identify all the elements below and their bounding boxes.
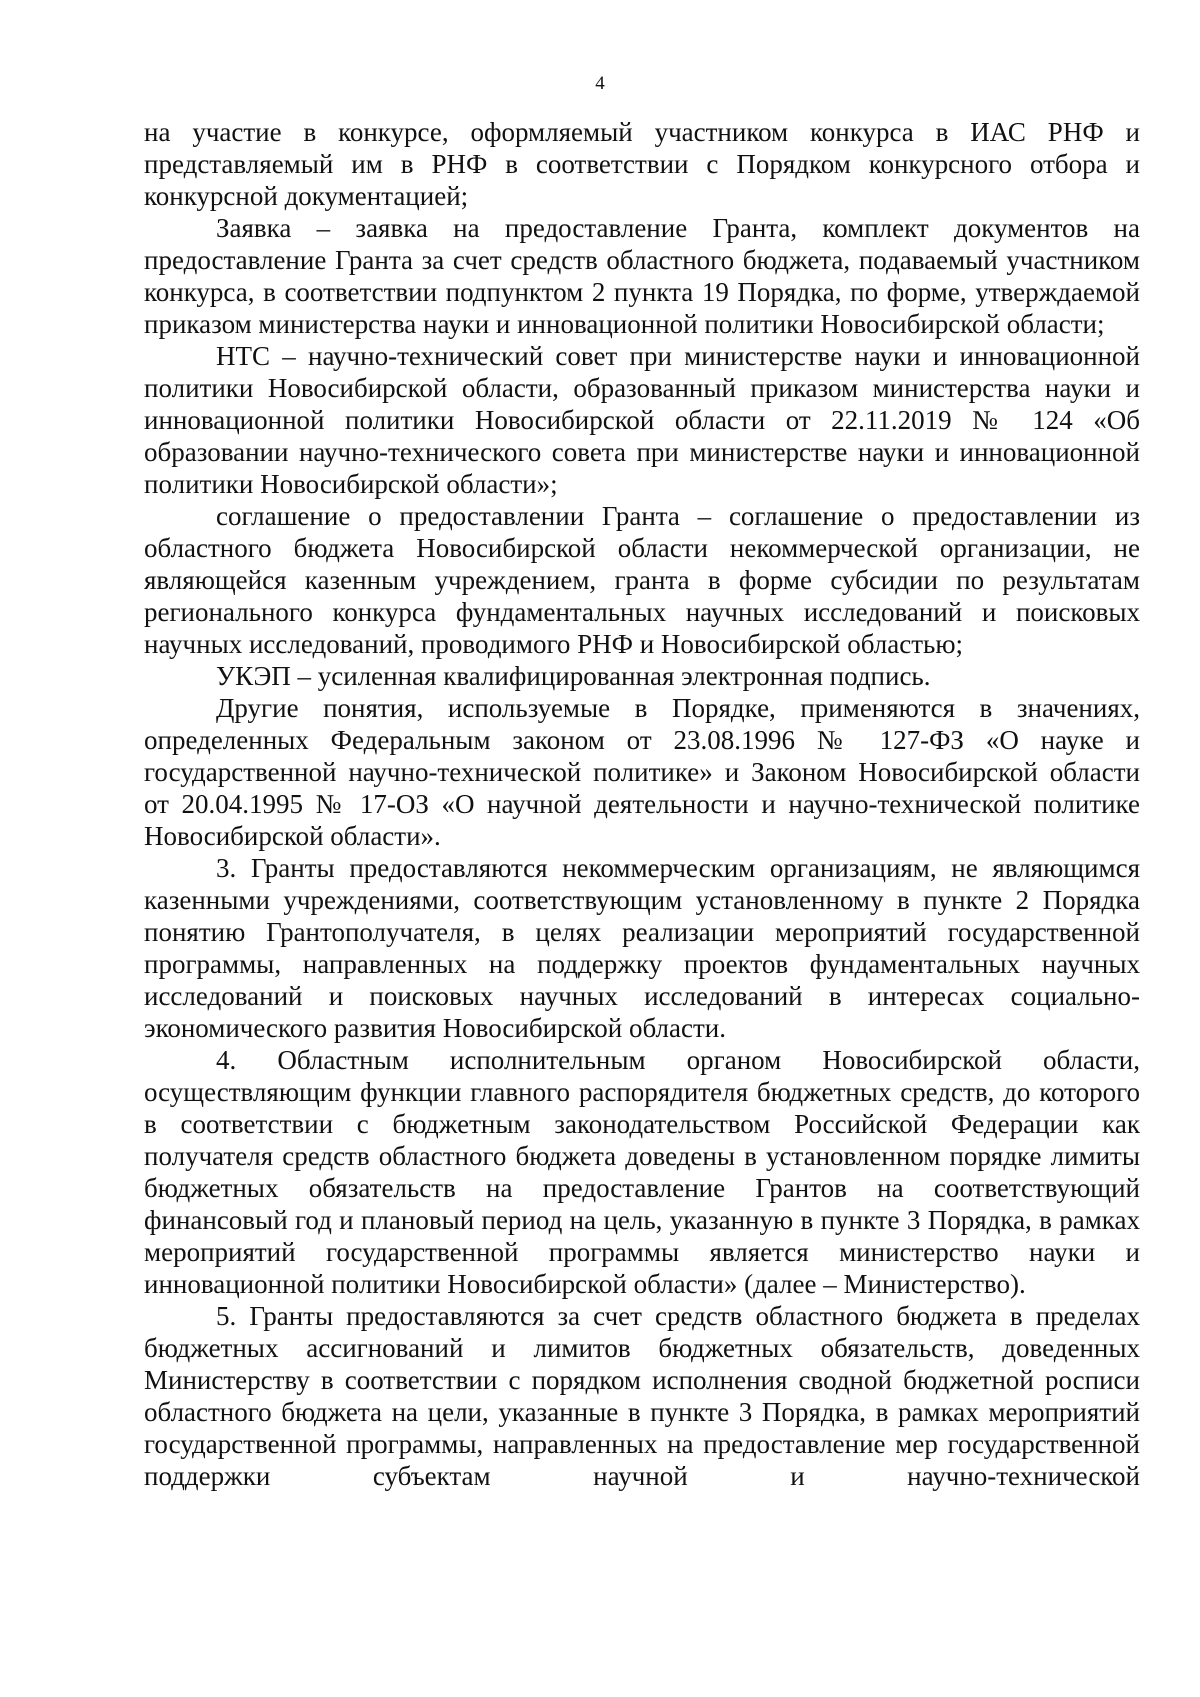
document-body xyxy=(144,116,1140,1492)
paragraph-clause-3: 3. Гранты предоставляются некоммерческим организациям, не являющимся казенными учреждениями, соответствующим установленному в пункте 2 Порядка понятию Грантополучателя, в целях реализации мероприятий государственной программы, направленных на поддержку проектов фундаментальных научных исследований и поисковых научных исследований в интересах социально-экономического развития Новосибирской области. xyxy=(144,853,1140,1043)
paragraph-other-concepts: Другие понятия, используемые в Порядке, применяются в значениях, определенных Федеральным законом от 23.08.1996 № 127-ФЗ «О науке и государственной научно-технической политике» и Законом Новосибирской области от 20.04.1995 № 17-ОЗ «О научной деятельности и научно-технической политике Новосибирской области». xyxy=(144,693,1140,851)
paragraph-definition-nts: НТС – научно-технический совет при министерстве науки и инновационной политики Новосибирской области, образованный приказом министерства науки и инновационной политики Новосибирской области от 22.11.2019 № 124 «Об образовании научно-технического совета при министерстве науки и инновационной политики Новосибирской области»; xyxy=(144,341,1140,499)
page-number: 4 xyxy=(595,73,605,94)
paragraph-application-continuation: на участие в конкурсе, оформляемый участником конкурса в ИАС РНФ и представляемый им в РНФ в соответствии с Порядком конкурсного отбора и конкурсной документацией; xyxy=(144,117,1140,211)
paragraph-clause-5: 5. Гранты предоставляются за счет средств областного бюджета в пределах бюджетных ассигнований и лимитов бюджетных обязательств, доведенных Министерству в соответствии с порядком исполнения сводной бюджетной росписи областного бюджета на цели, указанные в пункте 3 Порядка, в рамках мероприятий государственной программы, направленных на предоставление мер государственной поддержки субъектам научной и научно-технической xyxy=(144,1301,1140,1491)
paragraph-definition-agreement: соглашение о предоставлении Гранта – соглашение о предоставлении из областного бюджета Новосибирской области некоммерческой организации, не являющейся казенным учреждением, гранта в форме субсидии по результатам регионального конкурса фундаментальных научных исследований и поисковых научных исследований, проводимого РНФ и Новосибирской областью; xyxy=(144,501,1140,659)
paragraph-definition-ukep: УКЭП – усиленная квалифицированная электронная подпись. xyxy=(216,661,931,691)
paragraph-clause-4: 4. Областным исполнительным органом Новосибирской области, осуществляющим функции главного распорядителя бюджетных средств, до которого в соответствии с бюджетным законодательством Российской Федерации как получателя средств областного бюджета доведены в установленном порядке лимиты бюджетных обязательств на предоставление Грантов на соответствующий финансовый год и плановый период на цель, указанную в пункте 3 Порядка, в рамках мероприятий государственной программы является министерство науки и инновационной политики Новосибирской области» (далее – Министерство). xyxy=(144,1045,1140,1299)
paragraph-definition-application: Заявка – заявка на предоставление Гранта, комплект документов на предоставление Гранта за счет средств областного бюджета, подаваемый участником конкурса, в соответствии подпунктом 2 пункта 19 Порядка, по форме, утверждаемой приказом министерства науки и инновационной политики Новосибирской области; xyxy=(144,213,1140,339)
